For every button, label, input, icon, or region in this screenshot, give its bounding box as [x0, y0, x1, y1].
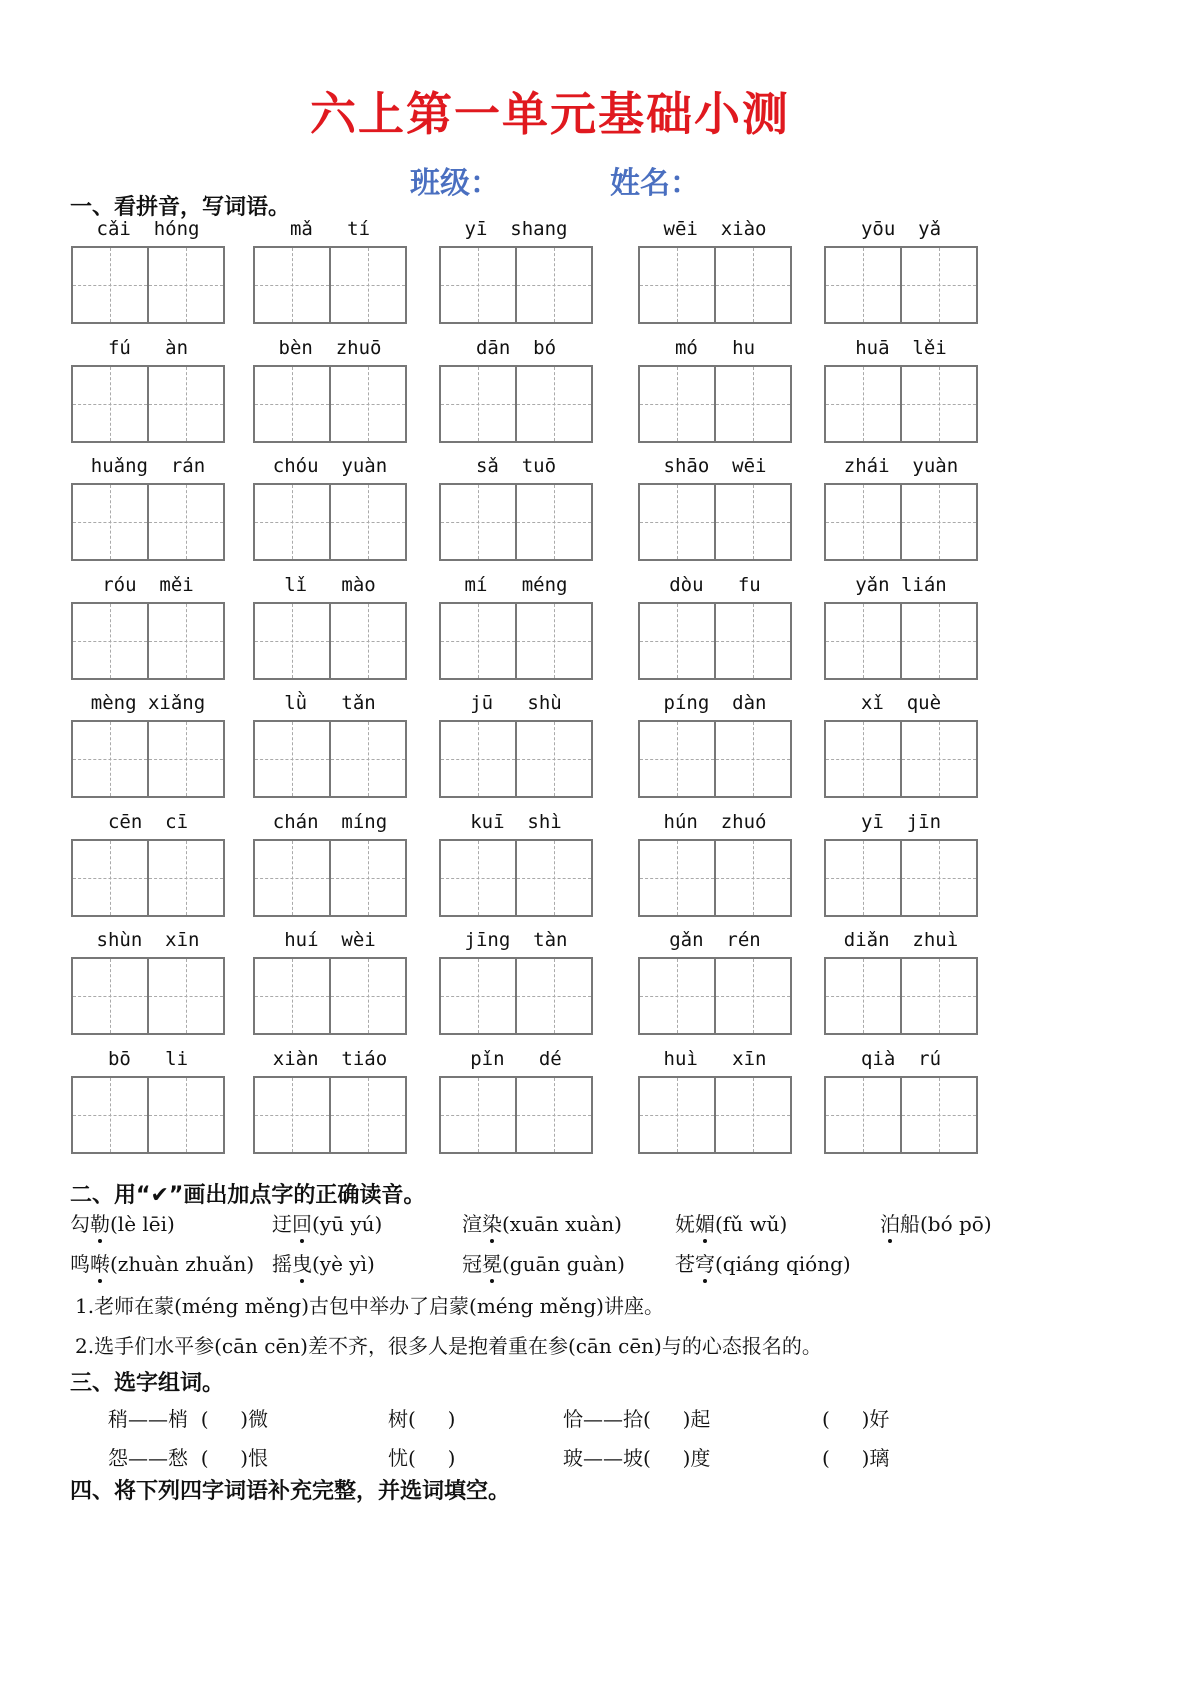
- pinyin-label: pǐn dé: [470, 1047, 562, 1070]
- pinyin-label: yōu yǎ: [860, 218, 942, 240]
- writing-cell[interactable]: [441, 367, 515, 441]
- writing-box-pair[interactable]: [253, 720, 407, 798]
- pinyin-label: sǎ tuō: [475, 455, 557, 477]
- pinyin-label: yī jīn: [860, 810, 942, 833]
- writing-cell[interactable]: [73, 367, 147, 441]
- pinyin-label: fú àn: [107, 336, 189, 359]
- writing-cell[interactable]: [640, 841, 714, 915]
- writing-cell[interactable]: [900, 485, 976, 559]
- writing-box-pair[interactable]: [71, 957, 225, 1035]
- writing-cell[interactable]: [640, 1078, 714, 1152]
- writing-cell[interactable]: [441, 841, 515, 915]
- dotted-character: 曳: [292, 1248, 312, 1277]
- writing-box-pair[interactable]: [824, 483, 978, 561]
- pinyin-label: huí wèi: [284, 929, 376, 951]
- writing-box-pair[interactable]: [824, 246, 978, 324]
- pinyin-label: mó hu: [674, 336, 756, 359]
- word-choice-item[interactable]: 怨——愁 ( )恨: [108, 1446, 269, 1470]
- writing-cell[interactable]: [441, 722, 515, 796]
- pinyin-label: hún zhuó: [663, 810, 767, 833]
- writing-box-pair[interactable]: [638, 602, 792, 680]
- writing-cell[interactable]: [255, 959, 329, 1033]
- pronunciation-item: [462, 1208, 622, 1237]
- pinyin-label: lǐ mào: [284, 573, 376, 596]
- writing-cell[interactable]: [714, 604, 790, 678]
- writing-cell[interactable]: [515, 1078, 591, 1152]
- writing-cell[interactable]: [73, 722, 147, 796]
- pinyin-label: huì xīn: [663, 1047, 767, 1070]
- writing-cell[interactable]: [147, 604, 223, 678]
- pinyin-label: wēi xiào: [663, 218, 767, 240]
- writing-cell[interactable]: [147, 959, 223, 1033]
- word-character: 渲: [462, 1212, 482, 1236]
- writing-cell[interactable]: [826, 485, 900, 559]
- word-choice-item[interactable]: ( )璃: [822, 1446, 890, 1470]
- writing-cell[interactable]: [255, 841, 329, 915]
- word-choice-item[interactable]: 玻——坡( )度: [563, 1446, 711, 1470]
- writing-box-pair[interactable]: [439, 957, 593, 1035]
- pinyin-options[interactable]: (bó pō): [920, 1212, 992, 1236]
- word-character: 鸣: [70, 1252, 90, 1276]
- writing-cell[interactable]: [900, 722, 976, 796]
- writing-cell[interactable]: [255, 248, 329, 322]
- writing-box-pair[interactable]: [253, 1076, 407, 1154]
- pinyin-label: huā lěi: [855, 336, 947, 359]
- pinyin-label: cǎi hóng: [96, 218, 200, 240]
- writing-cell[interactable]: [900, 367, 976, 441]
- writing-box-pair[interactable]: [253, 246, 407, 324]
- pinyin-label: chán míng: [272, 810, 388, 833]
- pinyin-label: yī shang: [464, 218, 568, 240]
- writing-cell[interactable]: [147, 485, 223, 559]
- pinyin-label: shùn xīn: [96, 929, 200, 951]
- writing-cell[interactable]: [515, 485, 591, 559]
- writing-box-pair[interactable]: [638, 1076, 792, 1154]
- pinyin-options[interactable]: (xuān xuàn): [502, 1212, 622, 1236]
- pinyin-label: zhái yuàn: [843, 455, 959, 477]
- pronunciation-item: [70, 1248, 254, 1277]
- pinyin-label: mèng xiǎng: [90, 692, 206, 714]
- pinyin-options[interactable]: (yè yì): [312, 1252, 375, 1276]
- writing-box-pair[interactable]: [71, 483, 225, 561]
- writing-box-pair[interactable]: [824, 839, 978, 917]
- writing-box-pair[interactable]: [824, 957, 978, 1035]
- dotted-character: 冕: [482, 1248, 502, 1277]
- writing-box-pair[interactable]: [71, 839, 225, 917]
- writing-cell[interactable]: [73, 604, 147, 678]
- writing-cell[interactable]: [714, 959, 790, 1033]
- word-choice-item[interactable]: ( )好: [822, 1407, 890, 1431]
- pinyin-label: píng dàn: [663, 692, 767, 714]
- writing-cell[interactable]: [329, 485, 405, 559]
- pinyin-options[interactable]: (qiáng qióng): [715, 1252, 851, 1276]
- writing-cell[interactable]: [714, 1078, 790, 1152]
- word-character: 冠: [462, 1252, 482, 1276]
- sentence-1: 1.老师在蒙(méng měng)古包中举办了启蒙(méng měng)讲座。: [75, 1294, 664, 1318]
- writing-cell[interactable]: [826, 367, 900, 441]
- writing-cell[interactable]: [329, 367, 405, 441]
- writing-cell[interactable]: [441, 485, 515, 559]
- dotted-character: 啭: [90, 1248, 110, 1277]
- writing-cell[interactable]: [515, 841, 591, 915]
- writing-box-pair[interactable]: [439, 720, 593, 798]
- writing-cell[interactable]: [900, 604, 976, 678]
- writing-box-pair[interactable]: [638, 957, 792, 1035]
- pinyin-options[interactable]: (zhuàn zhuǎn): [110, 1252, 255, 1276]
- writing-box-pair[interactable]: [71, 246, 225, 324]
- writing-cell[interactable]: [515, 722, 591, 796]
- writing-cell[interactable]: [255, 604, 329, 678]
- pronunciation-item: [272, 1208, 382, 1237]
- writing-cell[interactable]: [826, 1078, 900, 1152]
- pinyin-label: mí méng: [464, 573, 568, 596]
- writing-cell[interactable]: [714, 485, 790, 559]
- word-character: 迂: [272, 1212, 292, 1236]
- writing-box-pair[interactable]: [824, 602, 978, 680]
- pinyin-label: yǎn lián: [855, 573, 947, 596]
- writing-box-pair[interactable]: [439, 483, 593, 561]
- word-character: 勾: [70, 1212, 90, 1236]
- writing-cell[interactable]: [826, 959, 900, 1033]
- writing-box-pair[interactable]: [824, 365, 978, 443]
- page-title: 六上第一单元基础小测: [310, 87, 790, 141]
- writing-cell[interactable]: [329, 1078, 405, 1152]
- writing-cell[interactable]: [441, 248, 515, 322]
- pinyin-label: bèn zhuō: [278, 336, 382, 359]
- writing-box-pair[interactable]: [824, 720, 978, 798]
- writing-cell[interactable]: [255, 722, 329, 796]
- writing-cell[interactable]: [515, 604, 591, 678]
- writing-box-pair[interactable]: [253, 483, 407, 561]
- writing-cell[interactable]: [826, 722, 900, 796]
- pinyin-options[interactable]: (yū yú): [312, 1212, 383, 1236]
- writing-box-pair[interactable]: [71, 1076, 225, 1154]
- sentence-2: 2.选手们水平参(cān cēn)差不齐，很多人是抱着重在参(cān cēn)与的心态报名的。: [75, 1334, 822, 1358]
- writing-cell[interactable]: [329, 248, 405, 322]
- word-choice-item[interactable]: 树( ): [388, 1407, 456, 1431]
- pinyin-options[interactable]: (guān guàn): [502, 1252, 625, 1276]
- writing-cell[interactable]: [640, 604, 714, 678]
- pronunciation-item: [462, 1248, 625, 1277]
- writing-cell[interactable]: [329, 841, 405, 915]
- writing-cell[interactable]: [73, 1078, 147, 1152]
- pinyin-label: jū shù: [470, 692, 562, 714]
- writing-cell[interactable]: [714, 841, 790, 915]
- section1-heading: 一、看拼音，写词语。: [70, 195, 291, 220]
- writing-cell[interactable]: [73, 841, 147, 915]
- writing-box-pair[interactable]: [253, 957, 407, 1035]
- writing-cell[interactable]: [255, 1078, 329, 1152]
- writing-box-pair[interactable]: [439, 602, 593, 680]
- writing-cell[interactable]: [147, 1078, 223, 1152]
- writing-cell[interactable]: [441, 1078, 515, 1152]
- pronunciation-item: [70, 1208, 175, 1237]
- writing-box-pair[interactable]: [638, 839, 792, 917]
- word-choice-item[interactable]: 忧( ): [388, 1446, 456, 1470]
- dotted-character: 泊: [880, 1208, 900, 1237]
- pronunciation-item: [880, 1208, 992, 1237]
- pronunciation-item: [272, 1248, 375, 1277]
- writing-cell[interactable]: [900, 1078, 976, 1152]
- pinyin-label: cēn cī: [107, 810, 189, 833]
- pinyin-label: jīng tàn: [464, 929, 568, 951]
- writing-cell[interactable]: [255, 485, 329, 559]
- writing-box-pair[interactable]: [638, 365, 792, 443]
- class-label: 班级：: [410, 166, 500, 201]
- writing-cell[interactable]: [826, 604, 900, 678]
- writing-cell[interactable]: [900, 959, 976, 1033]
- writing-cell[interactable]: [515, 248, 591, 322]
- pinyin-label: lǜ tǎn: [284, 692, 376, 714]
- pinyin-label: róu měi: [102, 573, 194, 596]
- writing-cell[interactable]: [826, 248, 900, 322]
- dotted-character: 穹: [695, 1248, 715, 1277]
- writing-cell[interactable]: [255, 367, 329, 441]
- writing-box-pair[interactable]: [253, 602, 407, 680]
- pinyin-label: xǐ què: [860, 692, 942, 714]
- pinyin-options[interactable]: (fǔ wǔ): [715, 1212, 788, 1236]
- writing-cell[interactable]: [329, 959, 405, 1033]
- pinyin-label: qià rú: [860, 1047, 942, 1070]
- writing-cell[interactable]: [73, 959, 147, 1033]
- writing-cell[interactable]: [640, 485, 714, 559]
- writing-box-pair[interactable]: [253, 839, 407, 917]
- writing-cell[interactable]: [329, 722, 405, 796]
- writing-cell[interactable]: [515, 959, 591, 1033]
- pinyin-label: dān bó: [475, 336, 557, 359]
- pinyin-label: shāo wēi: [663, 455, 767, 477]
- writing-box-pair[interactable]: [439, 1076, 593, 1154]
- pinyin-label: dòu fu: [669, 573, 761, 596]
- pronunciation-item: [675, 1208, 787, 1237]
- word-choice-item[interactable]: 稍——梢 ( )微: [108, 1407, 269, 1431]
- writing-cell[interactable]: [147, 248, 223, 322]
- dotted-character: 勒: [90, 1208, 110, 1237]
- section3-heading: 三、选字组词。: [70, 1371, 225, 1396]
- writing-cell[interactable]: [640, 367, 714, 441]
- writing-box-pair[interactable]: [439, 246, 593, 324]
- writing-box-pair[interactable]: [439, 839, 593, 917]
- writing-cell[interactable]: [329, 604, 405, 678]
- writing-cell[interactable]: [640, 722, 714, 796]
- writing-cell[interactable]: [147, 367, 223, 441]
- word-character: 苍: [675, 1252, 695, 1276]
- section4-heading: 四、将下列四字词语补充完整，并选词填空。: [70, 1479, 511, 1504]
- word-character: 妩: [675, 1212, 695, 1236]
- writing-cell[interactable]: [73, 485, 147, 559]
- word-choice-item[interactable]: 恰——拾( )起: [563, 1407, 711, 1431]
- writing-cell[interactable]: [714, 248, 790, 322]
- pronunciation-item: [675, 1248, 851, 1277]
- word-character: 摇: [272, 1252, 292, 1276]
- writing-box-pair[interactable]: [638, 720, 792, 798]
- writing-box-pair[interactable]: [638, 483, 792, 561]
- writing-cell[interactable]: [441, 604, 515, 678]
- writing-cell[interactable]: [900, 841, 976, 915]
- pinyin-label: chóu yuàn: [272, 455, 388, 477]
- pinyin-label: mǎ tí: [289, 218, 371, 240]
- writing-box-pair[interactable]: [253, 365, 407, 443]
- section2-heading: 二、用“✔”画出加点字的正确读音。: [70, 1183, 426, 1208]
- pinyin-label: kuī shì: [470, 810, 562, 833]
- writing-cell[interactable]: [714, 367, 790, 441]
- writing-cell[interactable]: [441, 959, 515, 1033]
- pinyin-label: diǎn zhuì: [843, 929, 959, 951]
- dotted-character: 回: [292, 1208, 312, 1237]
- writing-cell[interactable]: [640, 959, 714, 1033]
- writing-cell[interactable]: [147, 841, 223, 915]
- writing-box-pair[interactable]: [71, 365, 225, 443]
- pinyin-options[interactable]: (lè lēi): [110, 1212, 175, 1236]
- writing-box-pair[interactable]: [638, 246, 792, 324]
- name-label: 姓名：: [610, 166, 700, 201]
- writing-box-pair[interactable]: [824, 1076, 978, 1154]
- writing-box-pair[interactable]: [71, 602, 225, 680]
- writing-cell[interactable]: [826, 841, 900, 915]
- dotted-character: 媚: [695, 1208, 715, 1237]
- writing-box-pair[interactable]: [71, 720, 225, 798]
- writing-cell[interactable]: [640, 248, 714, 322]
- writing-cell[interactable]: [147, 722, 223, 796]
- word-character: 船: [900, 1212, 920, 1236]
- writing-cell[interactable]: [900, 248, 976, 322]
- writing-cell[interactable]: [515, 367, 591, 441]
- writing-cell[interactable]: [714, 722, 790, 796]
- dotted-character: 染: [482, 1208, 502, 1237]
- pinyin-label: gǎn rén: [669, 929, 761, 951]
- writing-box-pair[interactable]: [439, 365, 593, 443]
- pinyin-label: huǎng rán: [90, 455, 206, 477]
- pinyin-label: bō li: [107, 1047, 189, 1070]
- writing-cell[interactable]: [73, 248, 147, 322]
- pinyin-label: xiàn tiáo: [272, 1047, 388, 1070]
